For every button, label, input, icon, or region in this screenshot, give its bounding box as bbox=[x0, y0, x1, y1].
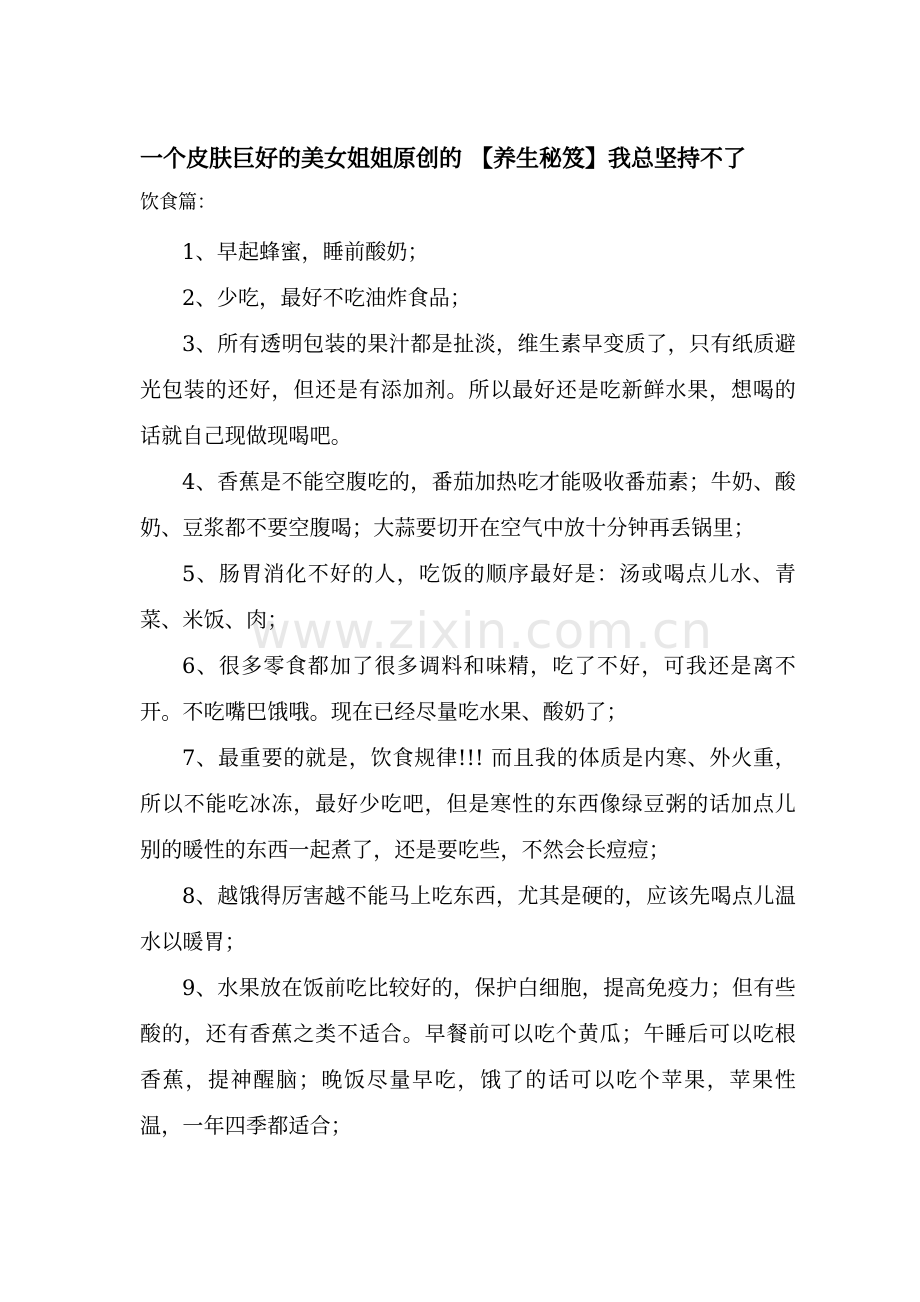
section-heading: 饮食篇： bbox=[140, 191, 217, 213]
document-body bbox=[140, 137, 796, 1149]
list-item-6: 6、很多零食都加了很多调料和味精，吃了不好，可我还是离不开。不吃嘴巴饿哦。现在已经尽量吃水果、酸奶了； bbox=[140, 654, 796, 724]
list-item-8: 8、越饿得厉害越不能马上吃东西，尤其是硬的，应该先喝点儿温水以暖胃； bbox=[140, 884, 796, 954]
list-item-5: 5、肠胃消化不好的人，吃饭的顺序最好是：汤或喝点儿水、青菜、米饭、肉； bbox=[140, 562, 796, 632]
list-item-3: 3、所有透明包装的果汁都是扯淡，维生素早变质了，只有纸质避光包装的还好，但还是有添加剂。所以最好还是吃新鲜水果，想喝的话就自己现做现喝吧。 bbox=[140, 332, 796, 448]
list-item-4: 4、香蕉是不能空腹吃的，番茄加热吃才能吸收番茄素；牛奶、酸奶、豆浆都不要空腹喝；大蒜要切开在空气中放十分钟再丢锅里； bbox=[140, 470, 796, 540]
list-item-9: 9、水果放在饭前吃比较好的，保护白细胞，提高免疫力；但有些酸的，还有香蕉之类不适合。早餐前可以吃个黄瓜；午睡后可以吃根香蕉，提神醒脑；晚饭尽量早吃，饿了的话可以吃个苹果，苹果性温，一年四季都适合； bbox=[140, 976, 796, 1138]
document-title: 一个皮肤巨好的美女姐姐原创的 【养生秘笈】我总坚持不了 bbox=[140, 145, 747, 172]
list-item-1: 1、早起蜂蜜，睡前酸奶； bbox=[182, 240, 429, 264]
watermark: www.zixin.com.cn bbox=[250, 602, 714, 660]
list-item-2: 2、少吃，最好不吃油炸食品； bbox=[182, 286, 472, 310]
list-item-7: 7、最重要的就是，饮食规律!!! 而且我的体质是内寒、外火重，所以不能吃冰冻，最好少吃吧，但是寒性的东西像绿豆粥的话加点儿别的暖性的东西一起煮了，还是要吃些，不然会长痘痘； bbox=[140, 746, 796, 862]
